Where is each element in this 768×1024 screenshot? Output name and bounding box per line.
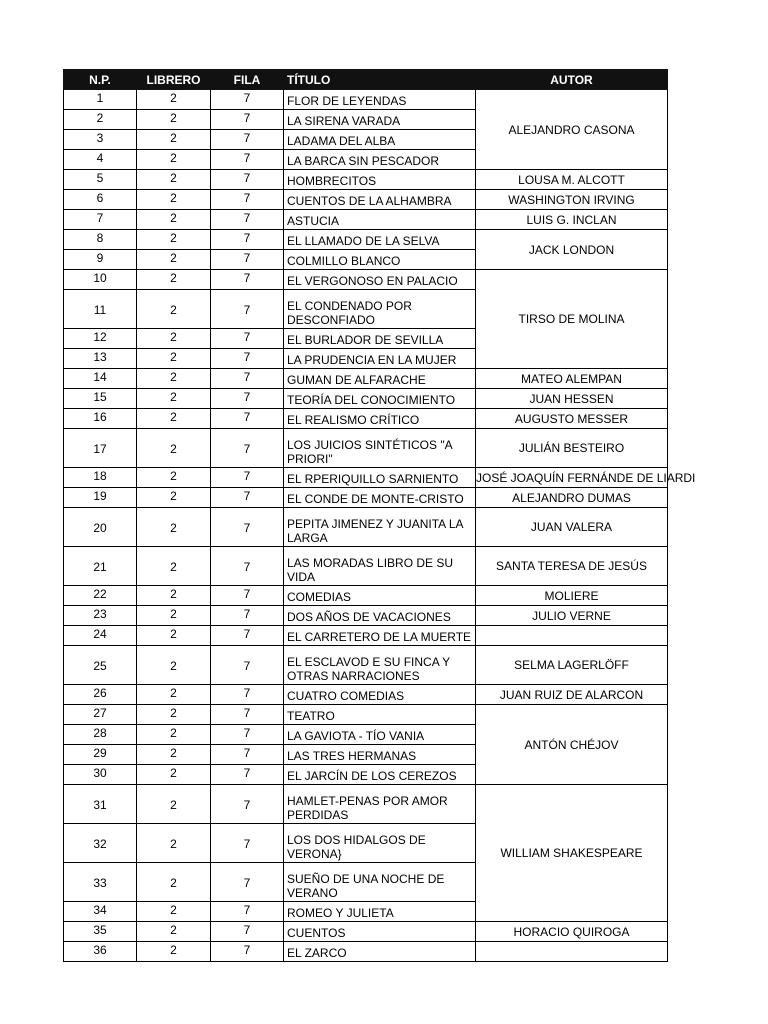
cell-fila[interactable]: 7	[211, 110, 284, 130]
table-row	[64, 409, 668, 429]
cell-np[interactable]: 20	[64, 508, 137, 547]
cell-fila[interactable]: 7	[211, 250, 284, 270]
cell-np[interactable]: 18	[64, 468, 137, 488]
cell-librero[interactable]: 2	[137, 468, 211, 488]
cell-librero[interactable]: 2	[137, 210, 211, 230]
table-row	[64, 705, 668, 725]
cell-librero[interactable]: 2	[137, 190, 211, 210]
cell-autor[interactable]: JACK LONDON	[476, 230, 668, 270]
cell-librero[interactable]: 2	[137, 90, 211, 110]
cell-np[interactable]: 5	[64, 170, 137, 190]
cell-titulo[interactable]: CUENTOS	[284, 922, 476, 942]
table-row	[64, 369, 668, 389]
cell-autor[interactable]: JULIÁN BESTEIRO	[476, 429, 668, 468]
cell-librero[interactable]: 2	[137, 429, 211, 468]
table-row	[64, 606, 668, 626]
cell-librero[interactable]: 2	[137, 230, 211, 250]
cell-autor[interactable]: TIRSO DE MOLINA	[476, 270, 668, 369]
cell-np[interactable]: 25	[64, 646, 137, 685]
cell-librero[interactable]: 2	[137, 902, 211, 922]
cell-fila[interactable]: 7	[211, 685, 284, 705]
cell-librero[interactable]: 2	[137, 646, 211, 685]
cell-fila[interactable]: 7	[211, 90, 284, 110]
cell-librero[interactable]: 2	[137, 547, 211, 586]
cell-autor[interactable]: WILLIAM SHAKESPEARE	[476, 785, 668, 922]
cell-np[interactable]: 27	[64, 705, 137, 725]
cell-np[interactable]: 1	[64, 90, 137, 110]
cell-autor[interactable]: ALEJANDRO DUMAS	[476, 488, 668, 508]
cell-librero[interactable]: 2	[137, 250, 211, 270]
cell-autor[interactable]: JUAN RUIZ DE ALARCON	[476, 685, 668, 705]
cell-librero[interactable]: 2	[137, 626, 211, 646]
cell-titulo[interactable]: EL VERGONOSO EN PALACIO	[284, 270, 476, 290]
cell-np[interactable]: 3	[64, 130, 137, 150]
cell-titulo[interactable]: SUEÑO DE UNA NOCHE DE VERANO	[284, 863, 476, 902]
cell-titulo[interactable]: ASTUCIA	[284, 210, 476, 230]
cell-titulo[interactable]: CUENTOS DE LA ALHAMBRA	[284, 190, 476, 210]
table-row	[64, 922, 668, 942]
cell-autor[interactable]: JUAN VALERA	[476, 508, 668, 547]
cell-np[interactable]: 29	[64, 745, 137, 765]
cell-np[interactable]: 15	[64, 389, 137, 409]
cell-fila[interactable]: 7	[211, 922, 284, 942]
table-row	[64, 389, 668, 409]
cell-librero[interactable]: 2	[137, 150, 211, 170]
cell-titulo[interactable]: EL ZARCO	[284, 942, 476, 962]
cell-autor[interactable]: SELMA LAGERLÖFF	[476, 646, 668, 685]
cell-librero[interactable]: 2	[137, 765, 211, 785]
cell-fila[interactable]: 7	[211, 705, 284, 725]
cell-titulo[interactable]: LOS DOS HIDALGOS DE VERONA}	[284, 824, 476, 863]
cell-titulo[interactable]: LA GAVIOTA - TÍO VANIA	[284, 725, 476, 745]
cell-titulo[interactable]: FLOR DE LEYENDAS	[284, 90, 476, 110]
cell-librero[interactable]: 2	[137, 170, 211, 190]
cell-np[interactable]: 28	[64, 725, 137, 745]
cell-librero[interactable]: 2	[137, 389, 211, 409]
cell-autor[interactable]: MATEO ALEMPAN	[476, 369, 668, 389]
table-row	[64, 190, 668, 210]
cell-np[interactable]: 4	[64, 150, 137, 170]
cell-titulo[interactable]: EL CONDE DE MONTE-CRISTO	[284, 488, 476, 508]
cell-np[interactable]: 30	[64, 765, 137, 785]
cell-autor[interactable]: JUAN HESSEN	[476, 389, 668, 409]
cell-np[interactable]: 33	[64, 863, 137, 902]
cell-fila[interactable]: 7	[211, 586, 284, 606]
table-row	[64, 210, 668, 230]
cell-titulo[interactable]: HAMLET-PENAS POR AMOR PERDIDAS	[284, 785, 476, 824]
cell-fila[interactable]: 7	[211, 646, 284, 685]
cell-titulo[interactable]: GUMAN DE ALFARACHE	[284, 369, 476, 389]
cell-fila[interactable]: 7	[211, 468, 284, 488]
cell-fila[interactable]: 7	[211, 488, 284, 508]
cell-librero[interactable]: 2	[137, 508, 211, 547]
table-row	[64, 586, 668, 606]
cell-fila[interactable]: 7	[211, 170, 284, 190]
header-titulo[interactable]: TÍTULO	[284, 70, 476, 90]
cell-np[interactable]: 26	[64, 685, 137, 705]
cell-titulo[interactable]: LADAMA DEL ALBA	[284, 130, 476, 150]
cell-fila[interactable]: 7	[211, 130, 284, 150]
cell-np[interactable]: 22	[64, 586, 137, 606]
table-row	[64, 230, 668, 250]
header-autor[interactable]: AUTOR	[476, 70, 668, 90]
cell-fila[interactable]: 7	[211, 290, 284, 329]
cell-fila[interactable]: 7	[211, 626, 284, 646]
cell-np[interactable]: 9	[64, 250, 137, 270]
cell-fila[interactable]: 7	[211, 190, 284, 210]
cell-autor[interactable]: WASHINGTON IRVING	[476, 190, 668, 210]
cell-librero[interactable]: 2	[137, 725, 211, 745]
cell-fila[interactable]: 7	[211, 429, 284, 468]
cell-autor[interactable]	[476, 942, 668, 962]
cell-fila[interactable]: 7	[211, 349, 284, 369]
cell-autor[interactable]: JOSÉ JOAQUÍN FERNÁNDE DE LIARDI	[476, 468, 668, 488]
cell-autor[interactable]: MOLIERE	[476, 586, 668, 606]
cell-librero[interactable]: 2	[137, 785, 211, 824]
cell-fila[interactable]: 7	[211, 508, 284, 547]
cell-titulo[interactable]: EL JARCÍN DE LOS CEREZOS	[284, 765, 476, 785]
cell-fila[interactable]: 7	[211, 210, 284, 230]
cell-np[interactable]: 23	[64, 606, 137, 626]
table-row	[64, 488, 668, 508]
header-librero[interactable]: LIBRERO	[137, 70, 211, 90]
header-fila[interactable]: FILA	[211, 70, 284, 90]
cell-np[interactable]: 19	[64, 488, 137, 508]
books-table	[63, 69, 696, 962]
cell-autor[interactable]: SANTA TERESA DE JESÚS	[476, 547, 668, 586]
cell-titulo[interactable]: EL LLAMADO DE LA SELVA	[284, 230, 476, 250]
cell-np[interactable]: 10	[64, 270, 137, 290]
cell-fila[interactable]: 7	[211, 824, 284, 863]
cell-np[interactable]: 35	[64, 922, 137, 942]
cell-titulo[interactable]: ROMEO Y JULIETA	[284, 902, 476, 922]
cell-librero[interactable]: 2	[137, 922, 211, 942]
cell-fila[interactable]: 7	[211, 150, 284, 170]
cell-autor[interactable]: LOUSA M. ALCOTT	[476, 170, 668, 190]
cell-np[interactable]: 36	[64, 942, 137, 962]
cell-autor[interactable]: HORACIO QUIROGA	[476, 922, 668, 942]
table-row	[64, 685, 668, 705]
cell-titulo[interactable]: TEATRO	[284, 705, 476, 725]
cell-autor[interactable]: AUGUSTO MESSER	[476, 409, 668, 429]
table-row	[64, 508, 668, 547]
cell-autor[interactable]	[476, 626, 668, 646]
cell-titulo[interactable]: COLMILLO BLANCO	[284, 250, 476, 270]
cell-fila[interactable]: 7	[211, 785, 284, 824]
table-row	[64, 547, 668, 586]
cell-titulo[interactable]: LAS TRES HERMANAS	[284, 745, 476, 765]
cell-np[interactable]: 17	[64, 429, 137, 468]
cell-titulo[interactable]: EL CARRETERO DE LA MUERTE	[284, 626, 476, 646]
cell-fila[interactable]: 7	[211, 725, 284, 745]
cell-fila[interactable]: 7	[211, 942, 284, 962]
cell-librero[interactable]: 2	[137, 130, 211, 150]
cell-titulo[interactable]: LA PRUDENCIA EN LA MUJER	[284, 349, 476, 369]
cell-fila[interactable]: 7	[211, 409, 284, 429]
cell-np[interactable]: 16	[64, 409, 137, 429]
cell-fila[interactable]: 7	[211, 606, 284, 626]
cell-titulo[interactable]: DOS AÑOS DE VACACIONES	[284, 606, 476, 626]
cell-fila[interactable]: 7	[211, 270, 284, 290]
cell-librero[interactable]: 2	[137, 349, 211, 369]
cell-titulo[interactable]: EL REALISMO CRÍTICO	[284, 409, 476, 429]
cell-fila[interactable]: 7	[211, 745, 284, 765]
table-body	[64, 90, 696, 962]
cell-librero[interactable]: 2	[137, 369, 211, 389]
cell-titulo[interactable]: TEORÍA DEL CONOCIMIENTO	[284, 389, 476, 409]
cell-titulo[interactable]: LOS JUICIOS SINTÉTICOS "A PRIORI"	[284, 429, 476, 468]
cell-np[interactable]: 32	[64, 824, 137, 863]
cell-librero[interactable]: 2	[137, 290, 211, 329]
table-row	[64, 270, 668, 290]
table-row	[64, 942, 668, 962]
cell-librero[interactable]: 2	[137, 705, 211, 725]
table-row	[64, 170, 668, 190]
cell-librero[interactable]: 2	[137, 824, 211, 863]
cell-librero[interactable]: 2	[137, 685, 211, 705]
cell-autor[interactable]: ANTÓN CHÉJOV	[476, 705, 668, 785]
cell-np[interactable]: 13	[64, 349, 137, 369]
cell-np[interactable]: 21	[64, 547, 137, 586]
cell-titulo[interactable]: CUATRO COMEDIAS	[284, 685, 476, 705]
cell-np[interactable]: 34	[64, 902, 137, 922]
cell-librero[interactable]: 2	[137, 409, 211, 429]
cell-librero[interactable]: 2	[137, 270, 211, 290]
cell-np[interactable]: 2	[64, 110, 137, 130]
cell-librero[interactable]: 2	[137, 488, 211, 508]
cell-np[interactable]: 14	[64, 369, 137, 389]
cell-librero[interactable]: 2	[137, 110, 211, 130]
table-row	[64, 429, 668, 468]
cell-titulo[interactable]: LA SIRENA VARADA	[284, 110, 476, 130]
cell-fila[interactable]: 7	[211, 369, 284, 389]
cell-titulo[interactable]: COMEDIAS	[284, 586, 476, 606]
header-row	[64, 70, 668, 90]
cell-fila[interactable]: 7	[211, 547, 284, 586]
cell-fila[interactable]: 7	[211, 329, 284, 349]
cell-fila[interactable]: 7	[211, 765, 284, 785]
cell-librero[interactable]: 2	[137, 863, 211, 902]
cell-autor[interactable]: LUIS G. INCLAN	[476, 210, 668, 230]
table-row	[64, 626, 668, 646]
cell-librero[interactable]: 2	[137, 329, 211, 349]
cell-np[interactable]: 7	[64, 210, 137, 230]
cell-librero[interactable]: 2	[137, 606, 211, 626]
cell-titulo[interactable]: LA BARCA SIN PESCADOR	[284, 150, 476, 170]
cell-np[interactable]: 12	[64, 329, 137, 349]
cell-titulo[interactable]: EL CONDENADO POR DESCONFIADO	[284, 290, 476, 329]
cell-librero[interactable]: 2	[137, 586, 211, 606]
cell-librero[interactable]: 2	[137, 745, 211, 765]
table-row	[64, 646, 668, 685]
header-np[interactable]: N.P.	[64, 70, 137, 90]
cell-librero[interactable]: 2	[137, 942, 211, 962]
cell-titulo[interactable]: HOMBRECITOS	[284, 170, 476, 190]
table-row	[64, 468, 668, 488]
cell-titulo[interactable]: EL BURLADOR DE SEVILLA	[284, 329, 476, 349]
cell-fila[interactable]: 7	[211, 230, 284, 250]
cell-np[interactable]: 24	[64, 626, 137, 646]
table-row	[64, 90, 668, 110]
cell-autor[interactable]: ALEJANDRO CASONA	[476, 90, 668, 170]
table-row	[64, 785, 668, 824]
cell-titulo[interactable]: PEPITA JIMENEZ Y JUANITA LA LARGA	[284, 508, 476, 547]
cell-np[interactable]: 31	[64, 785, 137, 824]
cell-fila[interactable]: 7	[211, 863, 284, 902]
cell-titulo[interactable]: LAS MORADAS LIBRO DE SU VIDA	[284, 547, 476, 586]
cell-titulo[interactable]: EL ESCLAVOD E SU FINCA Y OTRAS NARRACIONES	[284, 646, 476, 685]
cell-np[interactable]: 8	[64, 230, 137, 250]
cell-autor[interactable]: JULIO VERNE	[476, 606, 668, 626]
cell-fila[interactable]: 7	[211, 902, 284, 922]
cell-fila[interactable]: 7	[211, 389, 284, 409]
cell-np[interactable]: 11	[64, 290, 137, 329]
cell-titulo[interactable]: EL RPERIQUILLO SARNIENTO	[284, 468, 476, 488]
cell-np[interactable]: 6	[64, 190, 137, 210]
